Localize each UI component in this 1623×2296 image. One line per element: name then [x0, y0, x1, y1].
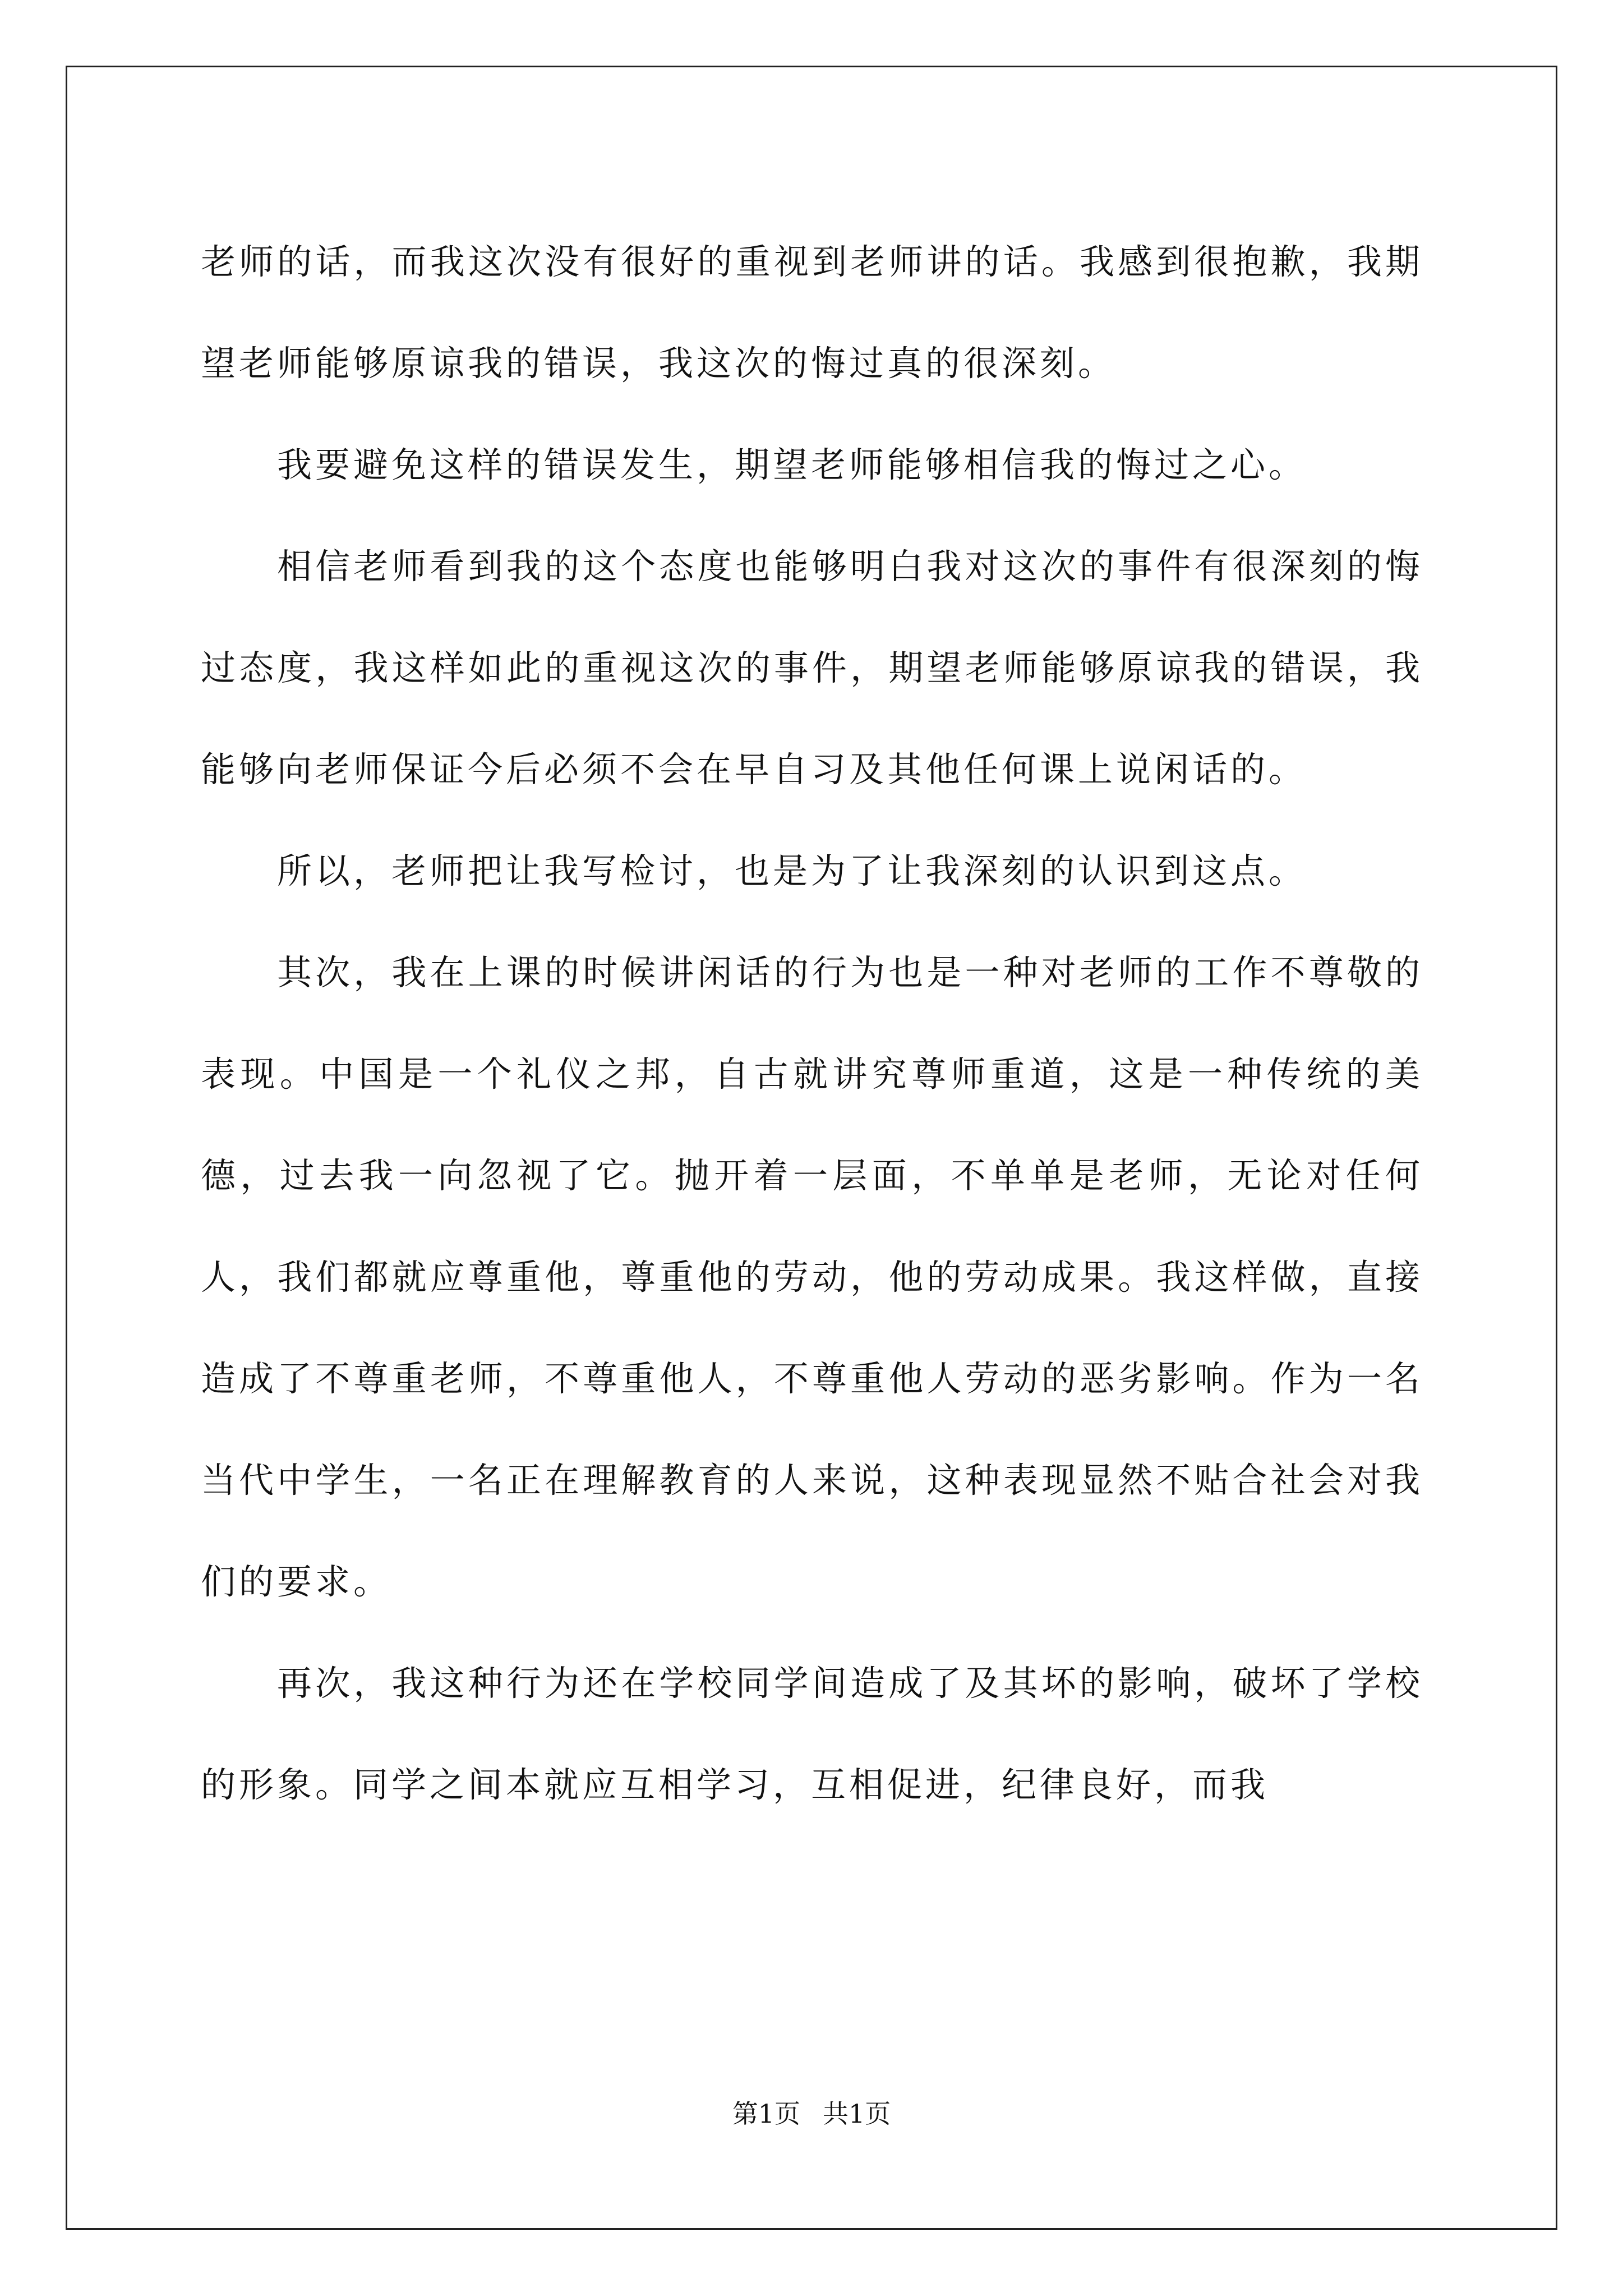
document-body: [201, 211, 1423, 1835]
paragraph-6: 再次，我这种行为还在学校同学间造成了及其坏的影响，破坏了学校的形象。同学之间本就应互相学习，互相促进，纪律良好，而我: [201, 1663, 1423, 1805]
paragraph-1: 老师的话，而我这次没有很好的重视到老师讲的话。我感到很抱歉，我期望老师能够原谅我的错误，我这次的悔过真的很深刻。: [201, 241, 1423, 384]
page-footer: [0, 2097, 1623, 2131]
paragraph-5: 其次，我在上课的时候讲闲话的行为也是一种对老师的工作不尊敬的表现。中国是一个礼仪之邦，自古就讲究尊师重道，这是一种传统的美德，过去我一向忽视了它。抛开着一层面，不单单是老师，无论对任何人，我们都就应尊重他，尊重他的劳动，他的劳动成果。我这样做，直接造成了不尊重老师，不尊重他人，不尊重他人劳动的恶劣影响。作为一名当代中学生，一名正在理解教育的人来说，这种表现显然不贴合社会对我们的要求。: [201, 952, 1423, 1602]
page-number-current: 第1页: [732, 2099, 800, 2129]
paragraph-3: 相信老师看到我的这个态度也能够明白我对这次的事件有很深刻的悔过态度，我这样如此的重视这次的事件，期望老师能够原谅我的错误，我能够向老师保证今后必须不会在早自习及其他任何课上说闲话的。: [201, 546, 1423, 790]
paragraph-4: 所以，老师把让我写检讨，也是为了让我深刻的认识到这点。: [277, 850, 1307, 891]
page-number-total: 共1页: [823, 2099, 891, 2129]
paragraph-2: 我要避免这样的错误发生，期望老师能够相信我的悔过之心。: [277, 444, 1307, 485]
